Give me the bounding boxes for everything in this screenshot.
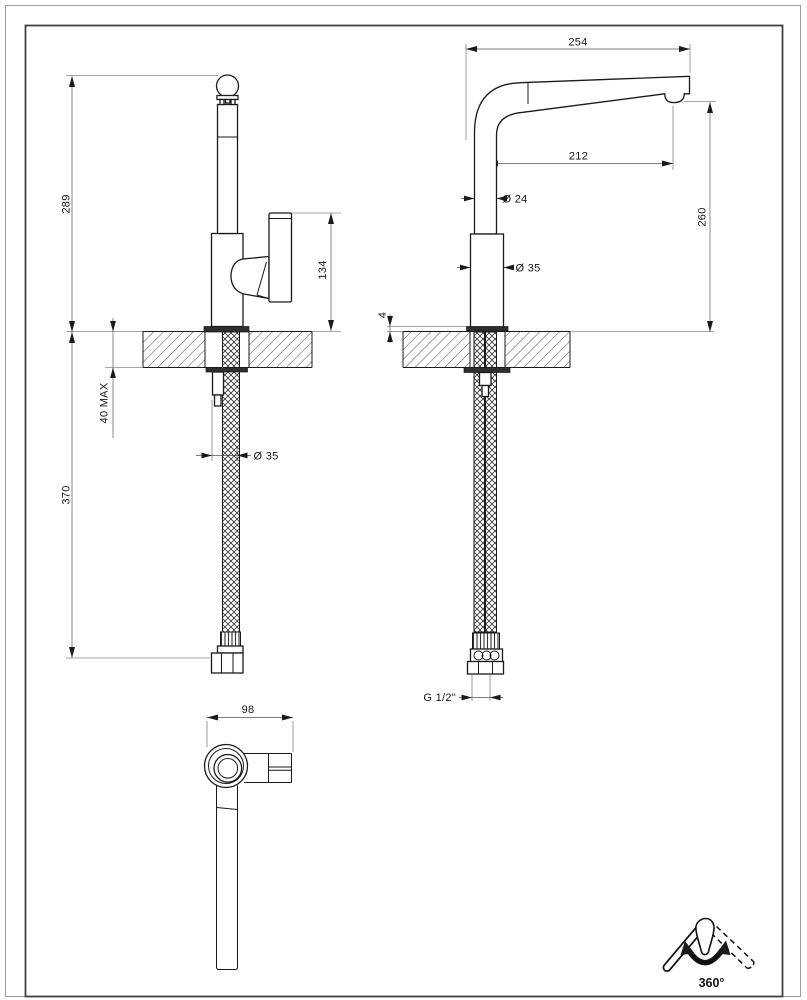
hose-ferrule-front — [473, 633, 500, 649]
faucet-body-front — [471, 234, 504, 327]
hose-nut-side — [212, 653, 244, 673]
label-hole-d35: Ø 35 — [253, 450, 279, 463]
aerator-side — [226, 100, 231, 104]
hose-ferrule-side — [221, 632, 241, 646]
label-handle-134: 134 — [317, 260, 329, 280]
label-hose-370: 370 — [60, 485, 73, 505]
label-swivel-360: 360° — [698, 976, 725, 990]
label-plan-98: 98 — [241, 704, 255, 716]
plan-view — [205, 718, 294, 970]
threaded-stud-side — [213, 372, 224, 395]
label-outlet-260: 260 — [696, 207, 709, 227]
hose-coupling-front — [468, 649, 504, 674]
front-view — [387, 44, 716, 701]
spout-plan — [217, 786, 238, 970]
side-view — [66, 75, 341, 673]
label-deck-40max: 40 MAX — [98, 382, 111, 424]
handle-plan — [244, 754, 292, 783]
base-flange-side — [204, 327, 249, 333]
pivot-pin — [696, 919, 714, 955]
mounting-washer-side — [206, 368, 248, 373]
label-height-289: 289 — [60, 194, 73, 214]
flex-hose-side — [223, 332, 240, 632]
label-body-d35: Ø 35 — [515, 262, 541, 275]
label-thread-g12: G 1/2" — [423, 692, 456, 704]
sheet-outer-border — [6, 6, 801, 997]
label-reach-254: 254 — [568, 36, 588, 49]
label-plate-4: 4 — [377, 311, 389, 319]
label-reach-212: 212 — [568, 150, 589, 163]
base-flange-front — [467, 327, 509, 332]
spout-end-view — [217, 75, 239, 97]
threaded-stud-front — [480, 373, 492, 386]
rotation-icon — [667, 919, 754, 969]
dimension-labels — [61, 37, 725, 991]
label-tube-d24: Ø 24 — [502, 193, 528, 206]
mounting-washer-front — [464, 368, 510, 373]
sheet-inner-border — [26, 26, 783, 997]
faucet-riser-side — [218, 105, 238, 234]
